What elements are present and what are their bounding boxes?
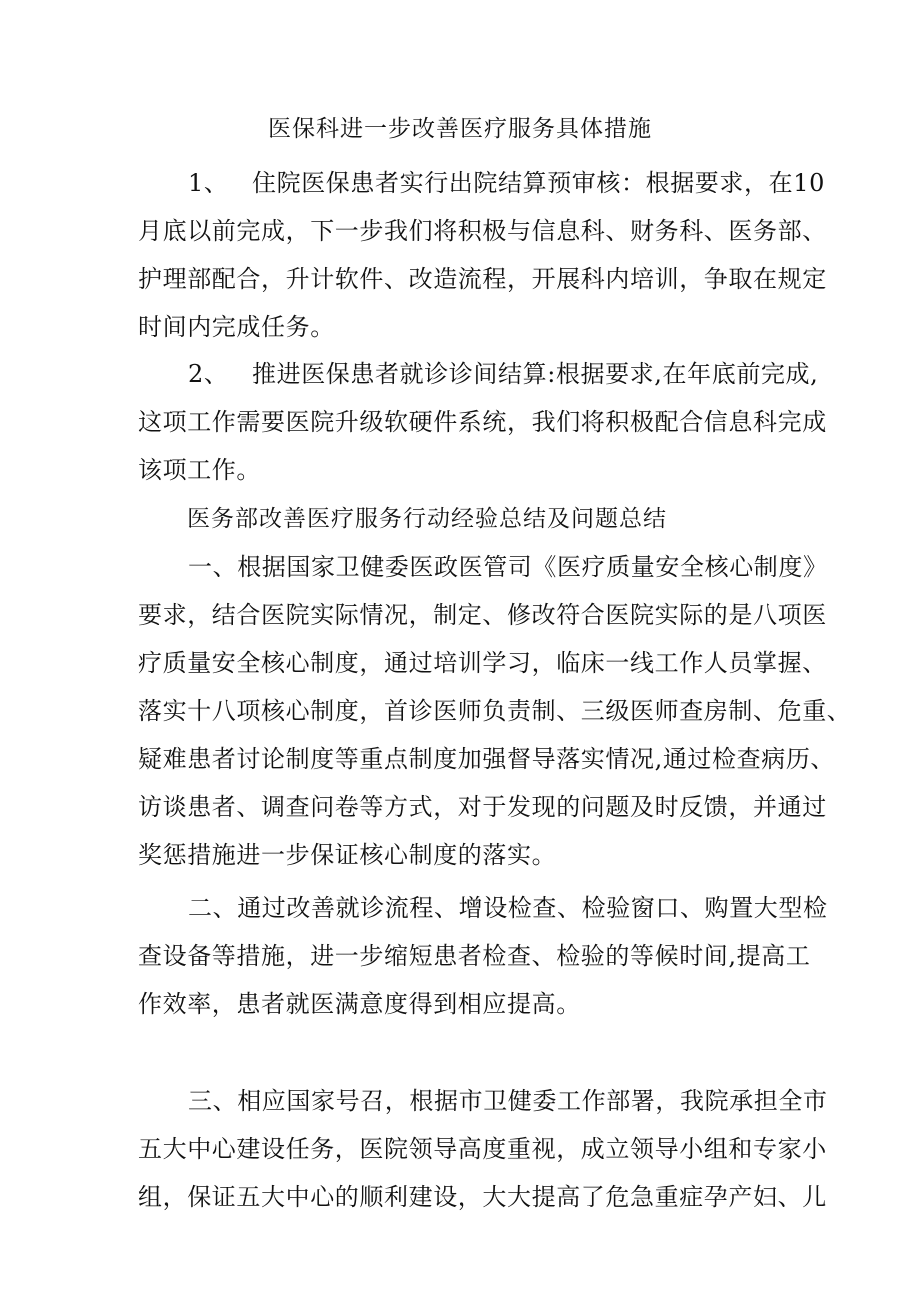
para-2-line-3: 作效率，患者就医满意度得到相应提高。: [138, 990, 581, 1018]
item-1-line-4: 时间内完成任务。: [138, 313, 335, 341]
para-3-line-2: 五大中心建设任务，医院领导高度重视，成立领导小组和专家小: [138, 1135, 827, 1163]
para-1-line-7: 奖惩措施进一步保证核心制度的落实。: [138, 841, 557, 869]
para-1-line-1: 一、根据国家卫健委医政医管司《医疗质量安全核心制度》: [188, 553, 828, 581]
item-1-line-3: 护理部配合，升计软件、改造流程，开展科内培训，争取在规定: [138, 265, 827, 293]
para-1-line-4: 落实十八项核心制度，首诊医师负责制、三级医师查房制、危重、: [138, 697, 852, 725]
item-2-number: 2、: [188, 360, 229, 388]
measure-item-1: [138, 168, 827, 342]
item-2-text-1: 推进医保患者就诊诊间结算:根据要求,在年底前完成,: [252, 360, 819, 388]
item-1-text-1: 住院医保患者实行出院结算预审核：根据要求，在10: [252, 169, 825, 197]
item-2-line-1: [138, 359, 819, 389]
para-1-line-2: 要求，结合医院实际情况，制定、修改符合医院实际的是八项医: [138, 601, 827, 629]
para-1-line-6: 访谈患者、调查问卷等方式，对于发现的问题及时反馈，并通过: [138, 793, 827, 821]
summary-paragraph-2: [138, 893, 828, 1019]
item-2-line-3: 该项工作。: [138, 456, 261, 484]
para-3-line-3: 组，保证五大中心的顺利建设，大大提高了危急重症孕产妇、儿: [138, 1183, 827, 1211]
item-1-line-2: 月底以前完成，下一步我们将积极与信息科、财务科、医务部、: [138, 217, 827, 245]
para-3-line-1: 三、相应国家号召，根据市卫健委工作部署，我院承担全市: [188, 1087, 828, 1115]
para-1-line-5: 疑难患者讨论制度等重点制度加强督导落实情况,通过检查病历、: [138, 745, 836, 773]
item-2-line-2: 这项工作需要医院升级软硬件系统，我们将积极配合信息科完成: [138, 408, 827, 436]
para-1-line-3: 疗质量安全核心制度，通过培训学习，临床一线工作人员掌握、: [138, 649, 827, 677]
para-2-line-1: 二、通过改善就诊流程、增设检查、检验窗口、购置大型检: [188, 894, 828, 922]
para-2-line-2: 查设备等措施，进一步缩短患者检查、检验的等候时间,提高工: [138, 942, 811, 970]
section-heading: 医务部改善医疗服务行动经验总结及问题总结: [187, 506, 667, 532]
summary-paragraph-1: [138, 552, 852, 870]
item-1-line-1: [138, 168, 825, 198]
summary-paragraph-3: [138, 1086, 828, 1212]
item-1-number: 1、: [188, 169, 229, 197]
document-title: 医保科进一步改善医疗服务具体措施: [268, 116, 652, 142]
measure-item-2: [138, 359, 827, 485]
